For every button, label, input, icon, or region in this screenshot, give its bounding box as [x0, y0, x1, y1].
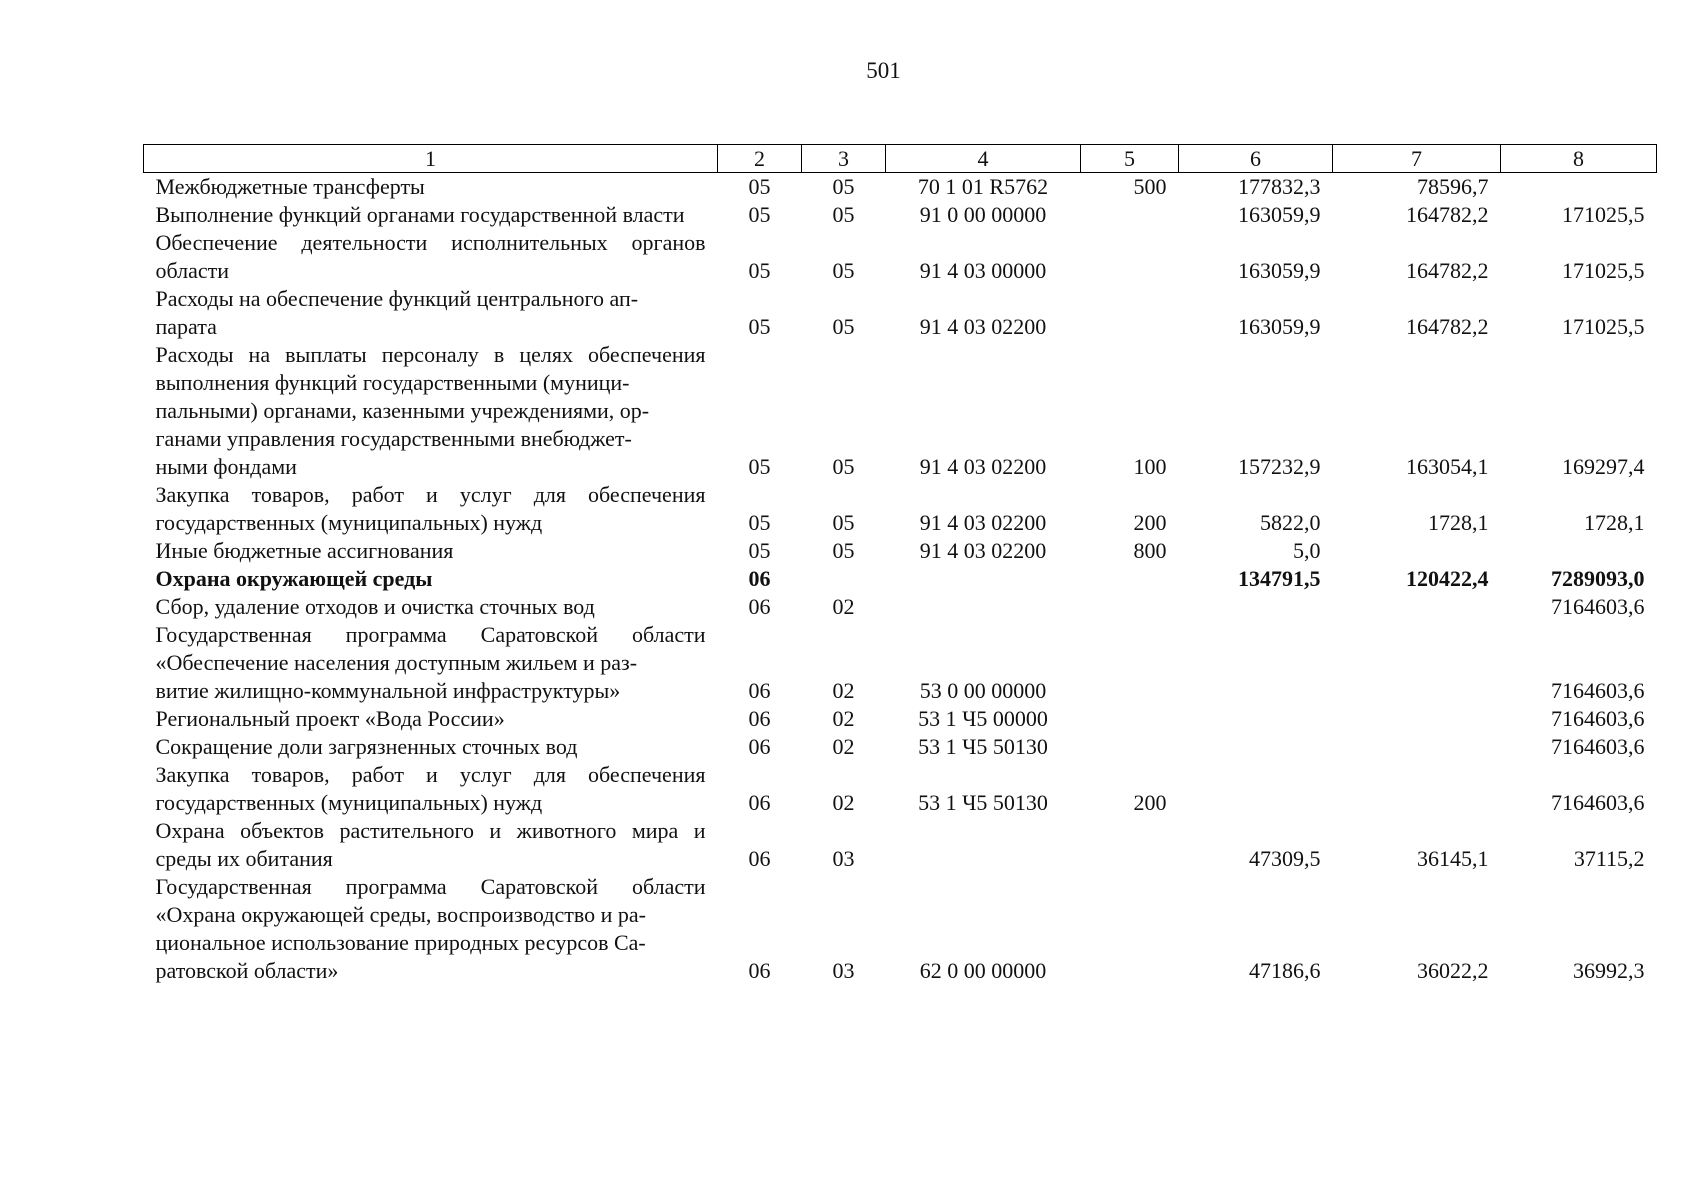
row-value-col8-cell: 169297,4 [1562, 454, 1645, 479]
row-expense-type-cell [1081, 817, 1179, 873]
page-number: 501 [866, 58, 901, 83]
row-subsection-cell: 05 [832, 174, 855, 199]
table-row [144, 873, 1657, 985]
row-section-cell: 05 [748, 202, 771, 227]
row-value-col6-cell: 163059,9 [1238, 202, 1321, 227]
table-row [144, 481, 1657, 537]
row-expense-type-cell [1081, 621, 1179, 705]
row-value-col7-cell [1333, 537, 1501, 565]
row-target-article-cell: 70 1 01 R5762 [917, 174, 1049, 199]
row-value-col7-cell: 36022,2 [1417, 958, 1489, 983]
table-row [144, 285, 1657, 341]
row-name-cell: Закупка товаров, работ и услуг для обеспечения государственных (муниципальных) нужд [155, 482, 706, 535]
row-name-cell: Расходы на обеспечение функций центрального ап- парата [155, 286, 639, 339]
row-target-article-cell: 53 1 Ч5 50130 [918, 790, 1048, 815]
header-cell: 3 [802, 145, 886, 173]
row-value-col7-cell: 120422,4 [1406, 566, 1489, 591]
row-target-article-cell: 53 0 00 00000 [919, 678, 1047, 703]
row-name-cell: Охрана объектов растительного и животного мира и среды их обитания [155, 818, 706, 871]
row-subsection-cell: 05 [832, 258, 855, 283]
row-value-col6-cell: 47309,5 [1249, 846, 1321, 871]
row-value-col6-cell: 157232,9 [1238, 454, 1321, 479]
row-value-col8-cell: 7164603,6 [1551, 594, 1645, 619]
row-value-col7-cell: 163054,1 [1406, 454, 1489, 479]
row-value-col8-cell: 36992,3 [1573, 958, 1645, 983]
row-expense-type-cell: 500 [1133, 174, 1167, 199]
row-subsection-cell [802, 565, 886, 593]
row-section-cell: 05 [748, 538, 771, 563]
row-name-cell: Выполнение функций органами государственной власти [155, 202, 685, 227]
row-value-col8-cell: 7164603,6 [1551, 790, 1645, 815]
row-expense-type-cell [1081, 229, 1179, 285]
row-expense-type-cell [1081, 565, 1179, 593]
row-subsection-cell: 03 [832, 846, 855, 871]
budget-table [143, 144, 1657, 985]
row-name-cell: Иные бюджетные ассигнования [155, 538, 454, 563]
row-subsection-cell: 05 [832, 454, 855, 479]
row-value-col6-cell [1179, 761, 1333, 817]
row-value-col8-cell: 1728,1 [1584, 510, 1645, 535]
table-row [144, 817, 1657, 873]
row-value-col6-cell: 5822,0 [1260, 510, 1321, 535]
row-subsection-cell: 02 [832, 678, 855, 703]
row-expense-type-cell [1081, 873, 1179, 985]
header-cell: 4 [886, 145, 1081, 173]
row-value-col6-cell: 177832,3 [1238, 174, 1321, 199]
table-body [144, 173, 1657, 986]
header-cell: 1 [144, 145, 718, 173]
row-value-col7-cell [1333, 593, 1501, 621]
table-row [144, 705, 1657, 733]
row-section-cell: 05 [748, 454, 771, 479]
row-expense-type-cell [1081, 733, 1179, 761]
row-section-cell: 06 [748, 734, 771, 759]
row-expense-type-cell [1081, 705, 1179, 733]
row-value-col7-cell [1333, 621, 1501, 705]
row-name-cell: Сбор, удаление отходов и очистка сточных вод [155, 594, 595, 619]
row-name-cell: Расходы на выплаты персоналу в целях обеспечения выполнения функций государственными (муници- пальными) органами, казенными учреждениями, ор- ганами управления государственными внебюджет- ными фондами [155, 342, 706, 479]
row-target-article-cell: 91 4 03 02200 [919, 538, 1047, 563]
row-subsection-cell: 05 [832, 202, 855, 227]
row-expense-type-cell: 800 [1133, 538, 1167, 563]
row-subsection-cell: 02 [832, 594, 855, 619]
row-name-cell: Государственная программа Саратовской области «Обеспечение населения доступным жильем и раз- витие жилищно-коммунальной инфраструктуры» [155, 622, 706, 703]
row-value-col7-cell: 164782,2 [1406, 314, 1489, 339]
row-value-col8-cell [1501, 537, 1657, 565]
row-section-cell: 06 [748, 678, 771, 703]
row-target-article-cell: 62 0 00 00000 [919, 958, 1047, 983]
row-name-cell: Сокращение доли загрязненных сточных вод [155, 734, 578, 759]
header-cell: 6 [1179, 145, 1333, 173]
row-value-col8-cell: 7164603,6 [1551, 678, 1645, 703]
table-row [144, 621, 1657, 705]
row-value-col8-cell: 37115,2 [1573, 846, 1645, 871]
row-target-article-cell: 91 4 03 02200 [919, 510, 1047, 535]
row-value-col7-cell: 1728,1 [1428, 510, 1489, 535]
row-value-col7-cell: 164782,2 [1406, 258, 1489, 283]
row-value-col7-cell: 36145,1 [1417, 846, 1489, 871]
row-value-col8-cell [1501, 173, 1657, 202]
row-section-cell: 06 [748, 594, 771, 619]
table-row [144, 537, 1657, 565]
row-section-cell: 06 [748, 706, 771, 731]
row-name-cell: Региональный проект «Вода России» [155, 706, 505, 731]
row-subsection-cell: 05 [832, 538, 855, 563]
table-row [144, 173, 1657, 202]
row-value-col8-cell: 171025,5 [1562, 202, 1645, 227]
row-subsection-cell: 02 [832, 706, 855, 731]
row-expense-type-cell [1081, 593, 1179, 621]
table-row [144, 733, 1657, 761]
row-value-col6-cell [1179, 593, 1333, 621]
row-value-col6-cell: 5,0 [1293, 538, 1321, 563]
row-target-article-cell [886, 593, 1081, 621]
row-target-article-cell: 91 0 00 00000 [919, 202, 1047, 227]
header-cell: 8 [1501, 145, 1657, 173]
row-target-article-cell: 91 4 03 02200 [919, 454, 1047, 479]
row-expense-type-cell [1081, 201, 1179, 229]
row-section-cell: 06 [748, 566, 771, 591]
row-section-cell: 05 [748, 258, 771, 283]
row-value-col6-cell [1179, 621, 1333, 705]
row-subsection-cell: 03 [832, 958, 855, 983]
row-section-cell: 05 [748, 510, 771, 535]
row-expense-type-cell: 200 [1133, 510, 1167, 535]
row-value-col6-cell [1179, 705, 1333, 733]
row-target-article-cell: 53 1 Ч5 00000 [918, 706, 1048, 731]
row-expense-type-cell: 100 [1133, 454, 1167, 479]
row-name-cell: Охрана окружающей среды [155, 566, 433, 591]
row-value-col7-cell [1333, 733, 1501, 761]
header-cell: 2 [718, 145, 802, 173]
row-value-col6-cell: 163059,9 [1238, 314, 1321, 339]
row-name-cell: Межбюджетные трансферты [155, 174, 425, 199]
row-target-article-cell [886, 565, 1081, 593]
row-value-col6-cell: 134791,5 [1238, 566, 1321, 591]
row-value-col7-cell [1333, 705, 1501, 733]
row-section-cell: 06 [748, 846, 771, 871]
row-target-article-cell: 91 4 03 02200 [919, 314, 1047, 339]
row-value-col6-cell: 47186,6 [1249, 958, 1321, 983]
row-subsection-cell: 02 [832, 790, 855, 815]
table-row [144, 593, 1657, 621]
row-value-col6-cell: 163059,9 [1238, 258, 1321, 283]
row-target-article-cell: 91 4 03 00000 [919, 258, 1047, 283]
table-row [144, 341, 1657, 481]
row-section-cell: 06 [748, 958, 771, 983]
row-expense-type-cell [1081, 285, 1179, 341]
row-value-col6-cell [1179, 733, 1333, 761]
table-row [144, 565, 1657, 593]
row-value-col8-cell: 7164603,6 [1551, 706, 1645, 731]
row-expense-type-cell: 200 [1133, 790, 1167, 815]
row-target-article-cell [886, 817, 1081, 873]
table-row [144, 229, 1657, 285]
header-cell: 7 [1333, 145, 1501, 173]
row-name-cell: Закупка товаров, работ и услуг для обеспечения государственных (муниципальных) нужд [155, 762, 706, 815]
row-value-col8-cell: 7289093,0 [1551, 566, 1645, 591]
row-subsection-cell: 05 [832, 510, 855, 535]
row-section-cell: 05 [748, 174, 771, 199]
row-value-col8-cell: 171025,5 [1562, 258, 1645, 283]
row-value-col7-cell: 78596,7 [1417, 174, 1489, 199]
row-target-article-cell: 53 1 Ч5 50130 [918, 734, 1048, 759]
header-cell: 5 [1081, 145, 1179, 173]
row-value-col7-cell [1333, 761, 1501, 817]
row-value-col8-cell: 171025,5 [1562, 314, 1645, 339]
row-name-cell: Обеспечение деятельности исполнительных органов области [155, 230, 706, 283]
table-header-row [144, 145, 1657, 173]
row-section-cell: 06 [748, 790, 771, 815]
row-subsection-cell: 05 [832, 314, 855, 339]
row-value-col7-cell: 164782,2 [1406, 202, 1489, 227]
row-section-cell: 05 [748, 314, 771, 339]
table-row [144, 761, 1657, 817]
row-subsection-cell: 02 [832, 734, 855, 759]
row-value-col8-cell: 7164603,6 [1551, 734, 1645, 759]
table-row [144, 201, 1657, 229]
row-name-cell: Государственная программа Саратовской области «Охрана окружающей среды, воспроизводство и ра- циональное использование природных ресурсов Са- ратовской области» [155, 874, 706, 983]
